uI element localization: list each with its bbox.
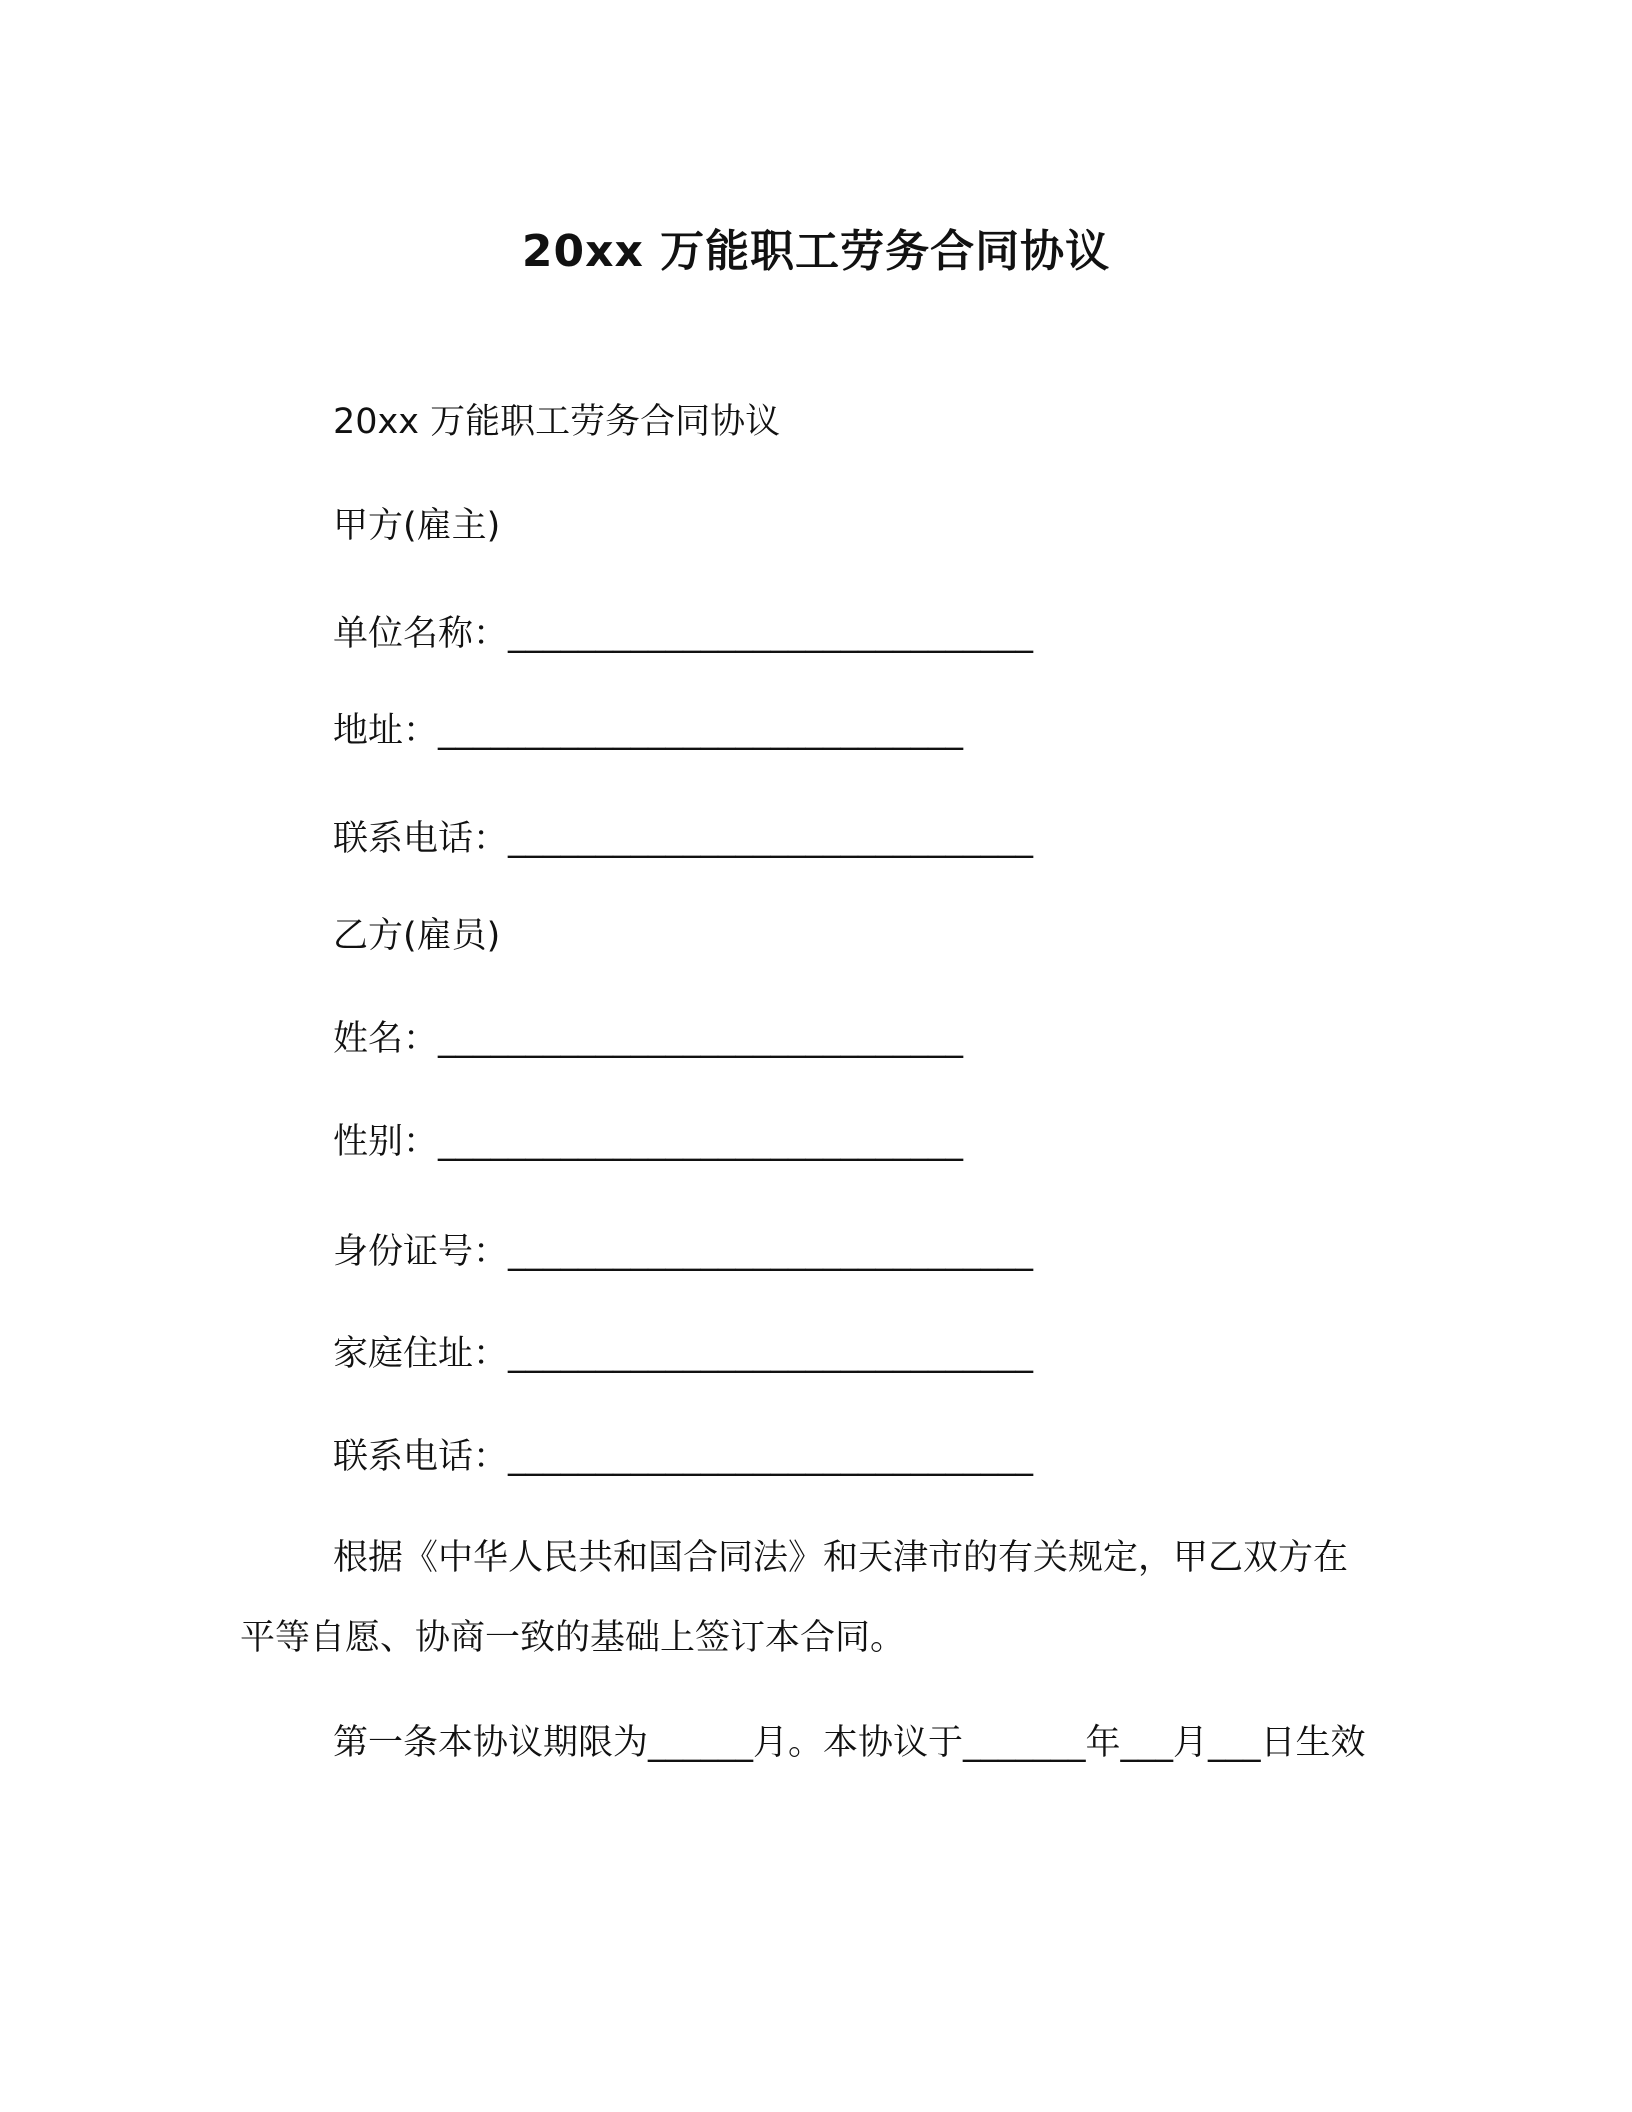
- document-subtitle: 20xx 万能职工劳务合同协议: [333, 402, 781, 442]
- preamble-paragraph: 根据《中华人民共和国合同法》和天津市的有关规定，甲乙双方在平等自愿、协商一致的基础上签订本合同。: [240, 1538, 1349, 1658]
- party-b-id-number-field: 身份证号：______________________________: [333, 1232, 1034, 1272]
- party-a-address-field: 地址：______________________________: [333, 711, 964, 751]
- article-1-paragraph: 第一条本协议期限为______月。本协议于_______年___月___日生效: [333, 1723, 1366, 1763]
- party-b-heading: 乙方(雇员): [333, 916, 501, 956]
- party-a-company-name-field: 单位名称：______________________________: [333, 614, 1034, 654]
- party-b-phone-field: 联系电话：______________________________: [333, 1437, 1034, 1477]
- party-a-phone-field: 联系电话：______________________________: [333, 819, 1034, 859]
- document-title: 20xx 万能职工劳务合同协议: [521, 226, 1111, 277]
- party-b-gender-field: 性别：______________________________: [333, 1122, 964, 1162]
- party-a-heading: 甲方(雇主): [333, 506, 501, 546]
- party-b-name-field: 姓名：______________________________: [333, 1019, 964, 1059]
- party-b-home-address-field: 家庭住址：______________________________: [333, 1334, 1034, 1374]
